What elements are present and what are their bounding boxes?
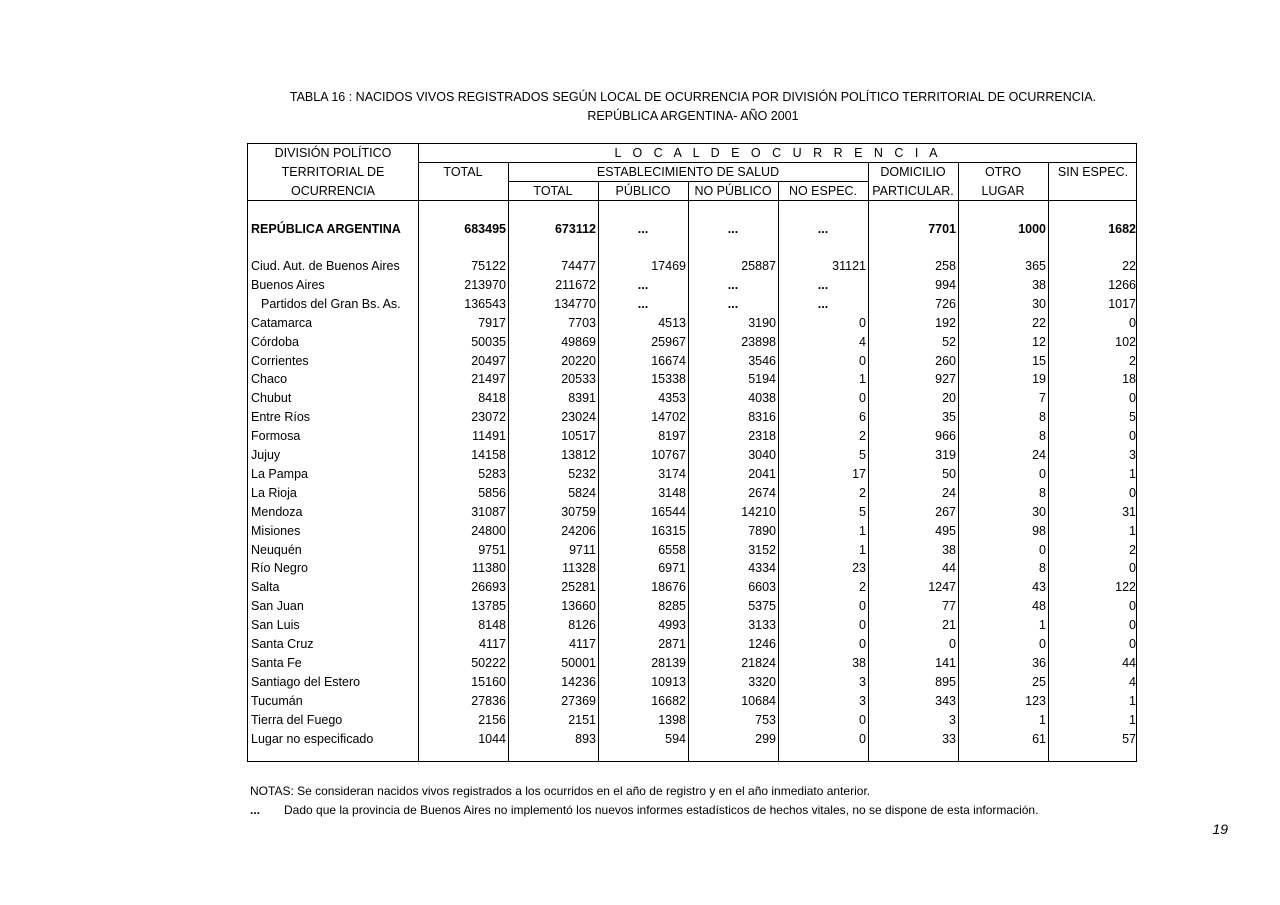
table-cell: 5824 [568,485,596,500]
table-cell: 4117 [569,637,596,651]
table-cell: 15338 [651,372,686,387]
row-label: La Pampa [251,466,308,481]
row-label: Salta [251,580,280,595]
table-cell: 0 [859,315,866,330]
table-cell: 61 [1032,731,1046,746]
header-domicilio-line2: PARTICULAR. [872,184,954,198]
table-row [248,541,1138,560]
row-label: Neuquén [251,542,302,557]
table-cell: 136543 [464,296,506,311]
table-cell: 24800 [471,523,506,538]
table-cell: 0 [1129,485,1136,500]
table-cell: 3 [1129,448,1136,462]
table-row [248,692,1138,711]
table-cell: 1 [1129,712,1136,727]
table-cell: 5 [859,504,866,519]
table-cell: 48 [1032,599,1046,614]
header-division-line3: OCURRENCIA [290,184,376,198]
table-cell: 25 [1032,674,1046,689]
page-number: 19 [1212,821,1228,837]
table-cell: 24 [1032,448,1046,462]
table-cell: 25281 [561,580,596,595]
table-cell: 8126 [568,618,596,633]
table-row [248,465,1138,484]
table-cell: 22 [1122,259,1136,273]
table-row [248,578,1138,597]
table-cell: 4 [1129,674,1136,689]
table-cell: 24 [942,485,956,500]
table-cell: 28139 [651,655,686,670]
table-cell: 21824 [741,655,776,670]
table-cell: 4513 [658,315,686,330]
table-cell: 0 [1129,315,1136,330]
table-cell: 8316 [748,410,776,425]
table-cell: 17469 [651,259,686,273]
table-row [248,446,1138,465]
table-cell: 1266 [1108,277,1136,292]
table-row [248,389,1138,408]
table-cell: 50 [942,466,956,481]
table-cell: 22 [1032,315,1046,330]
table-cell: 6558 [658,542,686,557]
header-otro-line1: OTRO [984,165,1022,179]
table-cell: 0 [1129,391,1136,406]
table-cell: 192 [935,315,956,330]
table-cell: 31121 [832,259,866,273]
table-cell: 3320 [748,674,776,689]
table-cell: ... [817,222,829,236]
table-cell: 23024 [561,410,596,425]
table-cell: 1 [1129,693,1136,708]
table-cell: 1 [1129,466,1136,481]
table-cell: 19 [1032,372,1046,387]
header-local-ocurrencia: L O C A L D E O C U R R E N C I A [614,146,942,160]
table-cell: 10913 [651,674,686,689]
table-cell: 30 [1032,504,1046,519]
table-cell: 7917 [478,315,506,330]
table-cell: 267 [935,504,956,519]
table-cell: 0 [859,712,866,727]
row-label: Formosa [251,429,301,444]
table-cell: 31087 [471,504,506,519]
table-cell: 13785 [471,599,506,614]
table-cell: 2 [859,429,866,444]
row-label: Jujuy [251,448,281,462]
table-cell: 726 [935,296,956,311]
table-cell: 3 [859,693,866,708]
header-sin-espec: SIN ESPEC. [1057,165,1129,179]
table-cell: 2 [859,485,866,500]
table-cell: 1044 [478,731,506,746]
row-label: Tucumán [251,693,303,708]
table-cell: 27836 [471,693,506,708]
table-cell: 1 [1039,712,1046,727]
table-row [248,257,1138,276]
table-row [248,522,1138,541]
table-cell: 8 [1039,485,1046,500]
table-cell: 38 [1032,277,1046,292]
table-cell: 7 [1039,391,1046,406]
table-cell: 5375 [748,599,776,614]
table-cell: 0 [859,618,866,633]
table-cell: 75122 [471,259,506,273]
row-label: Santa Fe [251,655,302,670]
table-cell: 50222 [471,655,506,670]
table-cell: 994 [935,277,956,292]
table-cell: 260 [935,353,956,368]
header-domicilio-line1: DOMICILIO [880,165,946,179]
row-label: Lugar no especificado [251,731,374,746]
table-cell: 9751 [478,542,506,557]
header-otro-line2: LUGAR [981,184,1025,198]
table-cell: 21 [942,618,956,633]
table-cell: 8148 [478,618,506,633]
table-row [248,654,1138,673]
table-cell: 50001 [561,655,596,670]
table-cell: 2041 [748,466,776,481]
table-cell: 15 [1032,353,1046,368]
row-label: Buenos Aires [251,277,325,292]
table-cell: 44 [942,561,956,576]
table-cell: 1 [859,372,866,387]
note-definition: NOTAS: Se consideran nacidos vivos registrados a los ocurridos en el año de registro y en el año inmediato anterior. [250,784,871,798]
note-buenos-aires [250,801,1038,820]
table-cell: 1398 [658,712,686,727]
table-cell: 102 [1115,334,1136,349]
table-cell: 213970 [464,277,506,292]
table-cell: 299 [755,731,776,746]
row-label: San Luis [251,618,300,633]
table-cell: 23 [852,561,866,576]
table-cell: 343 [935,693,956,708]
table-cell: 8 [1039,561,1046,576]
table-cell: 3 [859,674,866,689]
table-cell: 20220 [561,353,596,368]
table-cell: 1 [859,542,866,557]
header-division-line2: TERRITORIAL DE [281,165,385,179]
row-label: Entre Ríos [251,410,311,425]
table-cell: 5194 [748,372,776,387]
table-cell: 14702 [651,410,686,425]
table-row [248,730,1138,749]
row-label: Corrientes [251,353,309,368]
table-cell: 25967 [651,334,686,349]
row-label: REPÚBLICA ARGENTINA [251,222,401,236]
table-cell: 927 [935,372,956,387]
table-cell: 3174 [658,466,686,481]
table-cell: 1246 [748,637,776,651]
table-cell: 0 [1039,637,1046,651]
table-cell: 27369 [561,693,596,708]
table-cell: 13812 [561,448,596,462]
table-cell: 2674 [748,485,776,500]
table-cell: 122 [1115,580,1136,595]
table-row [248,333,1138,352]
table-cell: 5 [1129,410,1136,425]
table-cell: 1017 [1108,296,1136,311]
note-text: Dado que la provincia de Buenos Aires no implementó los nuevos informes estadísticos de hechos vitales, no se dispone de esta información. [284,803,1039,817]
table-cell: 38 [942,542,956,557]
table-cell: ... [727,277,739,292]
table-cell: 35 [942,410,956,425]
table-cell: 895 [935,674,956,689]
table-row [248,711,1138,730]
table-cell: 50035 [471,334,506,349]
table-cell: 7701 [928,222,956,236]
table-cell: 4993 [658,618,686,633]
table-subtitle: REPÚBLICA ARGENTINA- AÑO 2001 [587,109,799,123]
table-cell: ... [817,277,829,292]
table-cell: 10767 [651,448,686,462]
row-label: Tierra del Fuego [251,712,343,727]
row-label: Partidos del Gran Bs. As. [261,296,401,311]
table-cell: 14158 [471,448,506,462]
table-cell: 38 [852,655,866,670]
table-cell: 7703 [568,315,596,330]
header-no-publico: NO PÚBLICO [694,184,772,198]
table-cell: 16315 [651,523,686,538]
table-cell: 57 [1122,731,1136,746]
table-cell: 1682 [1108,222,1136,236]
table-cell: 0 [859,599,866,614]
table-cell: 10684 [741,693,776,708]
table-cell: 0 [1039,542,1046,557]
table-cell: 21497 [471,372,506,387]
table-cell: 74477 [561,259,596,273]
table-cell: 77 [942,599,956,614]
table-cell: 4038 [748,391,776,406]
table-cell: 0 [1129,637,1136,651]
row-label: Misiones [251,523,301,538]
header-division-line1: DIVISIÓN POLÍTICO [274,146,392,160]
table-cell: 3546 [748,353,776,368]
table-cell: 495 [935,523,956,538]
table-cell: 25887 [741,259,776,273]
header-publico: PÚBLICO [615,184,671,198]
table-cell: 1247 [928,580,956,595]
table-cell: ... [817,296,829,311]
table-row [248,616,1138,635]
table-cell: 4117 [479,637,506,651]
table-cell: 2151 [568,712,596,727]
table-cell: 3190 [748,315,776,330]
table-cell: 20497 [471,353,506,368]
table-cell: 36 [1032,655,1046,670]
table-cell: 7890 [748,523,776,538]
table-row [248,295,1138,314]
table-cell: 43 [1032,580,1046,595]
table-cell: 8391 [568,391,596,406]
table-cell: 23072 [471,410,506,425]
table-cell: 13660 [561,599,596,614]
data-table [247,143,1137,762]
table-cell: 4334 [748,561,776,576]
row-label: Catamarca [251,315,313,330]
table-cell: 123 [1025,693,1046,708]
table-row [248,276,1138,295]
table-cell: 8285 [658,599,686,614]
row-label: Ciud. Aut. de Buenos Aires [251,259,400,273]
table-cell: 5283 [478,466,506,481]
table-cell: 30 [1032,296,1046,311]
row-label: Santa Cruz [251,637,314,651]
table-cell: 16544 [651,504,686,519]
table-row [248,673,1138,692]
table-cell: 0 [1129,561,1136,576]
table-cell: 3133 [748,618,776,633]
table-cell: 2 [859,580,866,595]
table-cell: 16674 [651,353,686,368]
table-cell: 3 [949,712,956,727]
table-cell: 3152 [748,542,776,557]
table-cell: 12 [1032,334,1046,349]
table-cell: 49869 [561,334,596,349]
row-label: Chaco [251,372,288,387]
table-cell: 319 [935,448,956,462]
table-cell: 0 [1129,429,1136,444]
table-cell: 1 [859,523,866,538]
table-row [248,635,1138,654]
table-row [248,370,1138,389]
table-title: TABLA 16 : NACIDOS VIVOS REGISTRADOS SEGÚN LOCAL DE OCURRENCIA POR DIVISIÓN POLÍTICO TERRITORIAL DE OCURRENCIA. [289,90,1097,104]
table-cell: 893 [575,731,596,746]
table-cell: 15160 [471,674,506,689]
table-cell: 11491 [472,429,506,444]
table-row [248,220,1138,239]
table-cell: 8 [1039,410,1046,425]
table-cell: 18 [1122,372,1136,387]
table-cell: 5232 [568,466,596,481]
table-cell: 14210 [741,504,776,519]
table-cell: 4 [859,334,866,349]
table-row [248,314,1138,333]
row-label: Santiago del Estero [251,674,361,689]
table-cell: 33 [942,731,956,746]
table-cell: 0 [1129,618,1136,633]
table-cell: 20 [942,391,956,406]
table-cell: 31 [1122,504,1136,519]
table-cell: 18676 [651,580,686,595]
table-cell: 134770 [554,296,596,311]
table-row [248,427,1138,446]
table-cell: 11380 [472,561,506,576]
table-cell: 0 [1039,466,1046,481]
row-label: La Rioja [251,485,297,500]
table-cell: 0 [859,637,866,651]
table-cell: 0 [859,391,866,406]
table-cell: 3148 [658,485,686,500]
row-label: Mendoza [251,504,303,519]
row-label: Río Negro [251,561,308,576]
table-cell: ... [727,296,739,311]
table-cell: 16682 [651,693,686,708]
table-cell: 10517 [561,429,596,444]
table-row [248,352,1138,371]
table-cell: ... [637,222,649,236]
table-row [248,503,1138,522]
table-cell: 0 [949,637,956,651]
table-cell: 258 [935,259,956,273]
table-cell: 30759 [561,504,596,519]
table-cell: 5 [859,448,866,462]
table-cell: 2318 [748,429,776,444]
table-cell: 14236 [561,674,596,689]
table-cell: 141 [935,655,956,670]
table-cell: 23898 [741,334,776,349]
table-cell: 5856 [478,485,506,500]
header-est-total: TOTAL [533,184,573,198]
table-cell: 9711 [569,542,596,557]
header-total: TOTAL [443,165,483,179]
table-cell: 1000 [1018,222,1046,236]
table-cell: 24206 [561,523,596,538]
table-cell: 6 [859,410,866,425]
table-cell: 44 [1122,655,1136,670]
table-cell: 8418 [478,391,506,406]
note-marker: ... [250,803,261,817]
table-row [248,559,1138,578]
table-cell: 365 [1025,259,1046,273]
table-cell: 211672 [555,277,596,292]
table-cell: ... [637,296,649,311]
table-cell: 17 [852,466,866,481]
table-cell: 2 [1129,542,1136,557]
table-cell: 6971 [658,561,686,576]
table-cell: 52 [942,334,956,349]
table-cell: 8 [1039,429,1046,444]
table-cell: 4353 [658,391,686,406]
table-row [248,408,1138,427]
table-cell: 673112 [554,222,596,236]
row-label: Chubut [251,391,292,406]
table-cell: 1 [1129,523,1136,538]
table-cell: 966 [935,429,956,444]
table-cell: 6603 [748,580,776,595]
row-label: San Juan [251,599,304,614]
table-cell: 98 [1032,523,1046,538]
table-cell: 594 [665,731,686,746]
table-cell: 26693 [471,580,506,595]
header-establecimiento: ESTABLECIMIENTO DE SALUD [596,165,780,179]
table-cell: 0 [859,731,866,746]
table-cell: 3040 [748,448,776,462]
table-cell: 0 [859,353,866,368]
table-cell: 1 [1039,618,1046,633]
table-cell: 683495 [464,222,506,236]
table-cell: 0 [1129,599,1136,614]
table-cell: 11328 [562,561,596,576]
table-cell: ... [727,222,739,236]
table-cell: 2156 [478,712,506,727]
table-cell: 753 [755,712,776,727]
table-cell: 20533 [561,372,596,387]
table-cell: ... [637,277,649,292]
table-cell: 8197 [658,429,686,444]
table-cell: 2871 [658,637,686,651]
header-divider [418,162,1137,163]
header-no-espec: NO ESPEC. [788,184,858,198]
table-row [248,597,1138,616]
table-row [248,484,1138,503]
table-cell: 2 [1129,353,1136,368]
header-bottom-rule [248,200,1137,201]
row-label: Córdoba [251,334,299,349]
